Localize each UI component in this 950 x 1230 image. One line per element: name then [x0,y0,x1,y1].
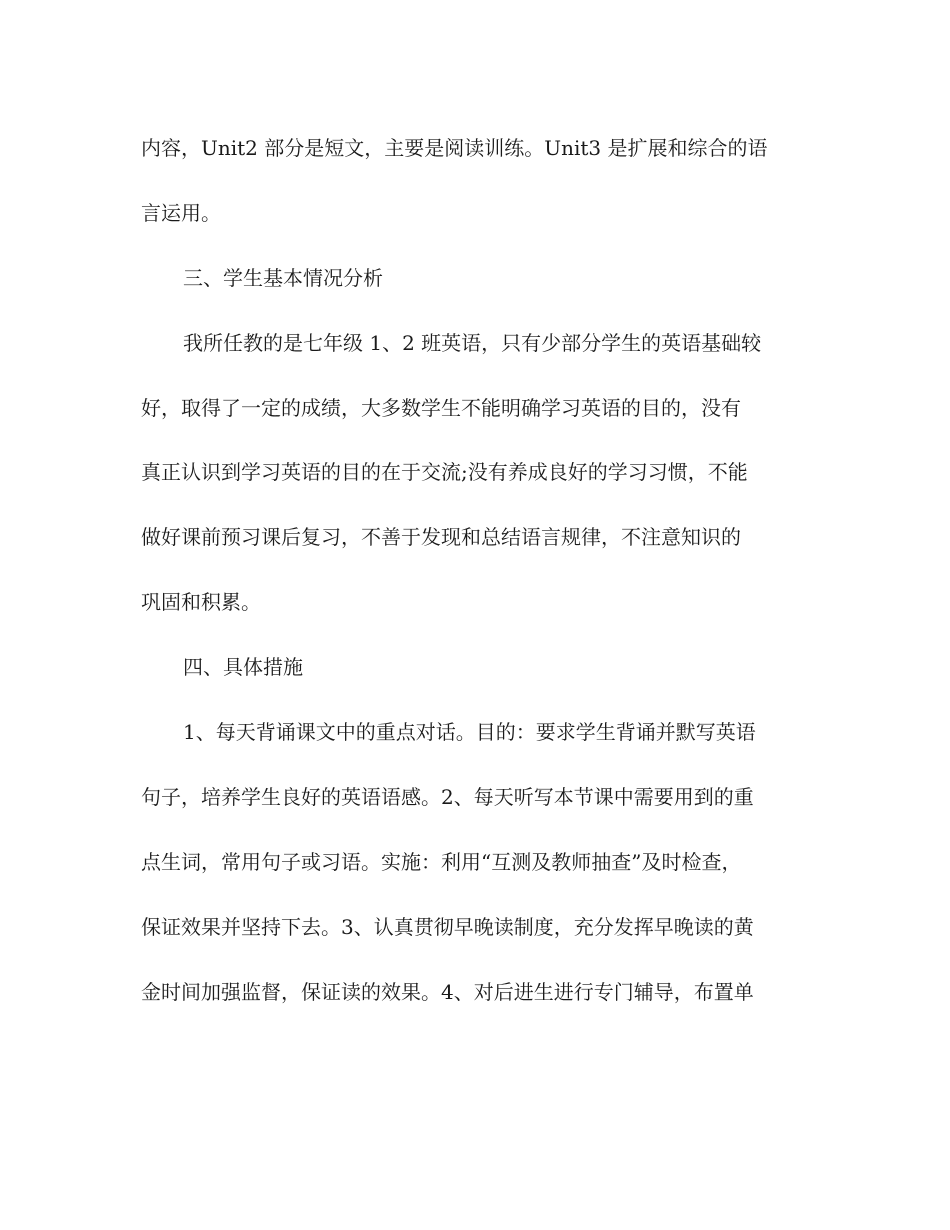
text-line-14: 金时间加强监督，保证读的效果。4、对后进生进行专门辅导，布置单 [141,979,754,1004]
text-line-4: 我所任教的是七年级 1、2 班英语，只有少部分学生的英语基础较 [183,330,762,355]
section-heading-measures: 四、具体措施 [183,655,303,680]
document-body [141,116,805,1024]
text-line-13: 保证效果并坚持下去。3、认真贯彻早晚读制度，充分发挥早晚读的黄 [141,914,754,939]
text-line-6: 真正认识到学习英语的目的在于交流;没有养成良好的学习习惯，不能 [141,460,748,485]
text-line-7: 做好课前预习课后复习，不善于发现和总结语言规律，不注意知识的 [141,525,741,550]
text-line-12: 点生词，常用句子或习语。实施：利用“互测及教师抽查”及时检查， [141,849,742,874]
text-line-1: 内容，Unit2 部分是短文，主要是阅读训练。Unit3 是扩展和综合的语 [141,136,768,160]
section-heading-student-analysis: 三、学生基本情况分析 [183,265,383,290]
text-line-8: 巩固和积累。 [141,590,261,615]
text-line-10: 1、每天背诵课文中的重点对话。目的：要求学生背诵并默写英语 [183,720,756,745]
text-line-2: 言运用。 [141,200,221,225]
text-line-11: 句子，培养学生良好的英语语感。2、每天听写本节课中需要用到的重 [141,784,754,809]
text-line-5: 好，取得了一定的成绩，大多数学生不能明确学习英语的目的，没有 [141,395,741,420]
